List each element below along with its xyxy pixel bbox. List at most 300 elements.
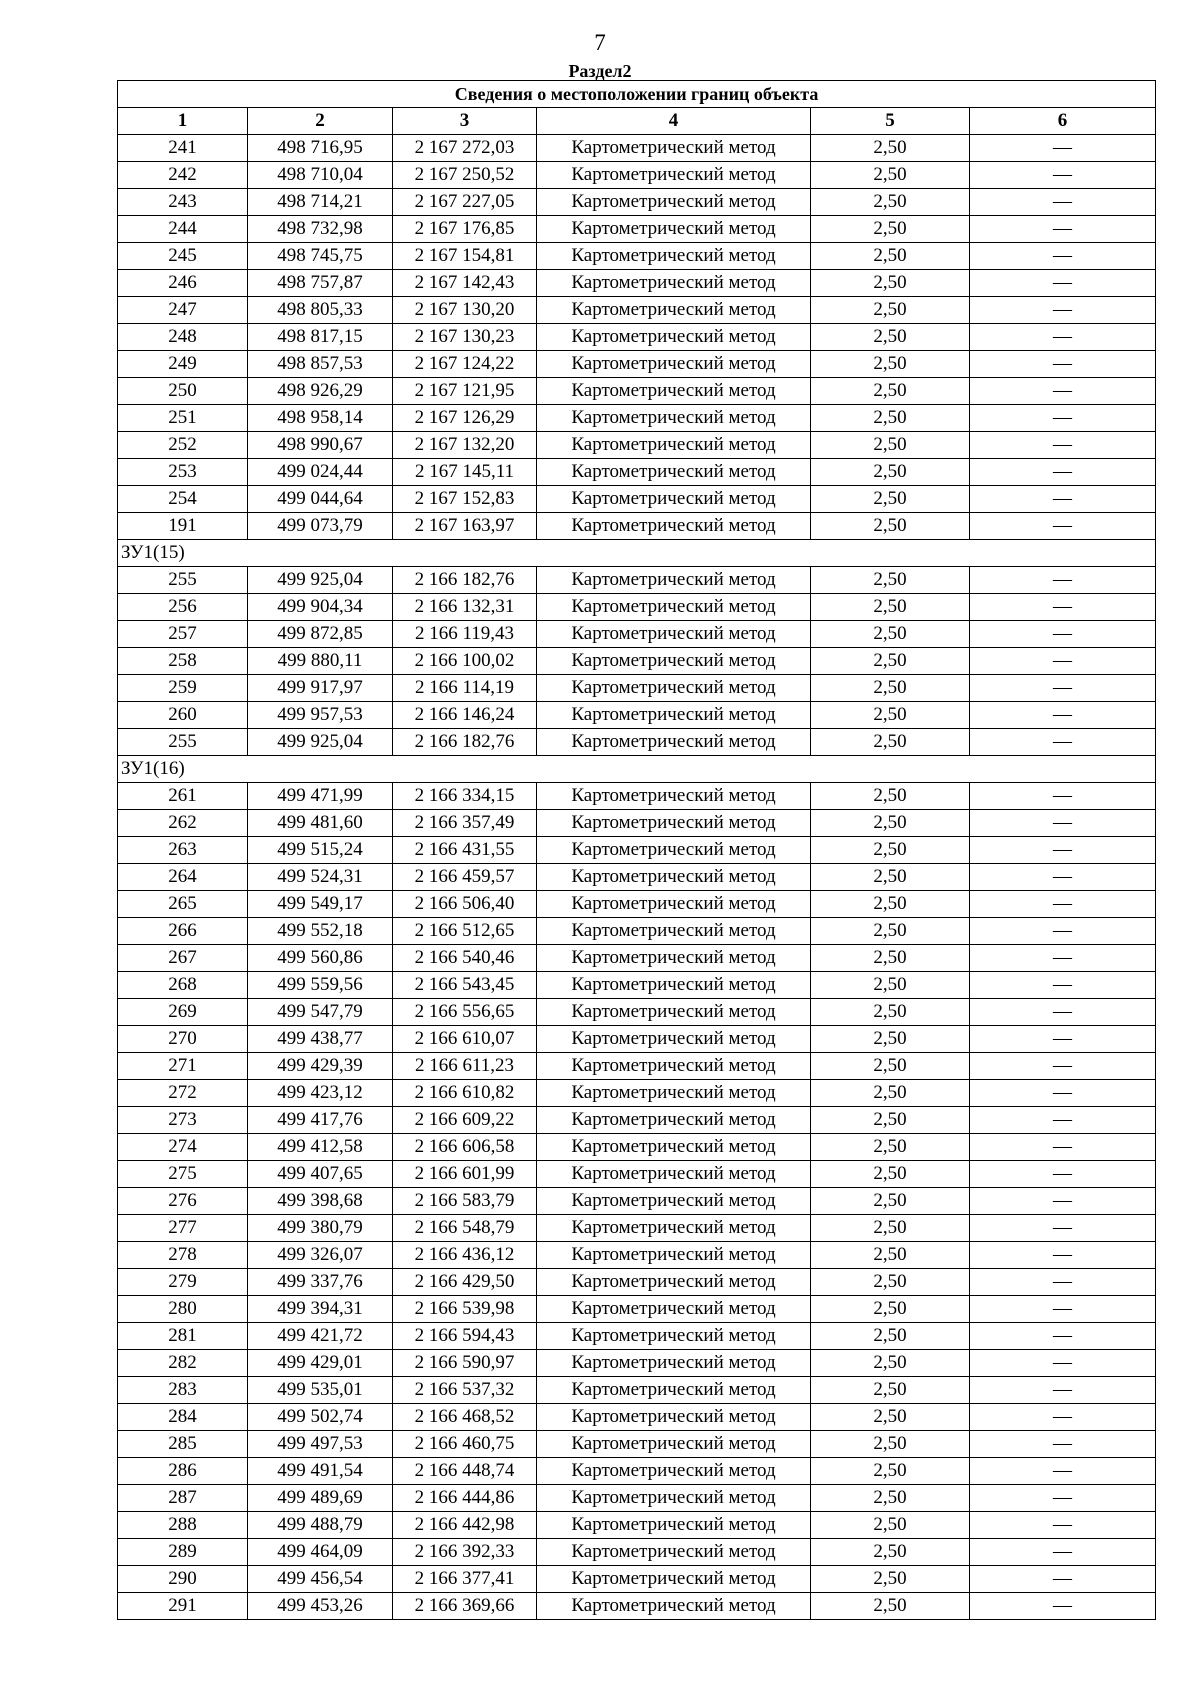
x-coordinate-cell: 499 024,44 bbox=[248, 459, 393, 486]
point-number-cell: 249 bbox=[118, 351, 248, 378]
method-cell: Картометрический метод bbox=[537, 1053, 811, 1080]
y-coordinate-cell: 2 166 539,98 bbox=[393, 1296, 537, 1323]
x-coordinate-cell: 498 745,75 bbox=[248, 243, 393, 270]
x-coordinate-cell: 499 904,34 bbox=[248, 594, 393, 621]
point-number-cell: 291 bbox=[118, 1593, 248, 1620]
point-number-cell: 267 bbox=[118, 945, 248, 972]
column-header: 3 bbox=[393, 108, 537, 135]
method-cell: Картометрический метод bbox=[537, 702, 811, 729]
table-row bbox=[118, 837, 1156, 864]
table-row bbox=[118, 1161, 1156, 1188]
method-cell: Картометрический метод bbox=[537, 351, 811, 378]
y-coordinate-cell: 2 166 610,07 bbox=[393, 1026, 537, 1053]
table-row bbox=[118, 1539, 1156, 1566]
accuracy-cell: 2,50 bbox=[811, 837, 970, 864]
x-coordinate-cell: 499 456,54 bbox=[248, 1566, 393, 1593]
x-coordinate-cell: 499 429,39 bbox=[248, 1053, 393, 1080]
x-coordinate-cell: 499 917,97 bbox=[248, 675, 393, 702]
method-cell: Картометрический метод bbox=[537, 621, 811, 648]
x-coordinate-cell: 498 958,14 bbox=[248, 405, 393, 432]
x-coordinate-cell: 499 423,12 bbox=[248, 1080, 393, 1107]
table-row bbox=[118, 243, 1156, 270]
table-row bbox=[118, 1431, 1156, 1458]
method-cell: Картометрический метод bbox=[537, 1242, 811, 1269]
point-number-cell: 280 bbox=[118, 1296, 248, 1323]
y-coordinate-cell: 2 166 182,76 bbox=[393, 729, 537, 756]
description-cell: — bbox=[970, 216, 1156, 243]
table-row bbox=[118, 1593, 1156, 1620]
method-cell: Картометрический метод bbox=[537, 189, 811, 216]
x-coordinate-cell: 499 547,79 bbox=[248, 999, 393, 1026]
point-number-cell: 266 bbox=[118, 918, 248, 945]
accuracy-cell: 2,50 bbox=[811, 297, 970, 324]
description-cell: — bbox=[970, 1026, 1156, 1053]
accuracy-cell: 2,50 bbox=[811, 972, 970, 999]
point-number-cell: 279 bbox=[118, 1269, 248, 1296]
point-number-cell: 277 bbox=[118, 1215, 248, 1242]
x-coordinate-cell: 499 549,17 bbox=[248, 891, 393, 918]
accuracy-cell: 2,50 bbox=[811, 675, 970, 702]
point-number-cell: 278 bbox=[118, 1242, 248, 1269]
table-row bbox=[118, 405, 1156, 432]
accuracy-cell: 2,50 bbox=[811, 1296, 970, 1323]
description-cell: — bbox=[970, 594, 1156, 621]
method-cell: Картометрический метод bbox=[537, 1026, 811, 1053]
y-coordinate-cell: 2 167 152,83 bbox=[393, 486, 537, 513]
x-coordinate-cell: 499 412,58 bbox=[248, 1134, 393, 1161]
point-number-cell: 269 bbox=[118, 999, 248, 1026]
point-number-cell: 252 bbox=[118, 432, 248, 459]
x-coordinate-cell: 499 380,79 bbox=[248, 1215, 393, 1242]
description-cell: — bbox=[970, 1161, 1156, 1188]
point-number-cell: 241 bbox=[118, 135, 248, 162]
y-coordinate-cell: 2 167 154,81 bbox=[393, 243, 537, 270]
point-number-cell: 272 bbox=[118, 1080, 248, 1107]
y-coordinate-cell: 2 166 132,31 bbox=[393, 594, 537, 621]
accuracy-cell: 2,50 bbox=[811, 729, 970, 756]
table-row bbox=[118, 729, 1156, 756]
accuracy-cell: 2,50 bbox=[811, 1080, 970, 1107]
column-header: 5 bbox=[811, 108, 970, 135]
table-row bbox=[118, 432, 1156, 459]
method-cell: Картометрический метод bbox=[537, 216, 811, 243]
description-cell: — bbox=[970, 270, 1156, 297]
method-cell: Картометрический метод bbox=[537, 891, 811, 918]
y-coordinate-cell: 2 166 182,76 bbox=[393, 567, 537, 594]
description-cell: — bbox=[970, 1485, 1156, 1512]
description-cell: — bbox=[970, 324, 1156, 351]
point-number-cell: 255 bbox=[118, 729, 248, 756]
table-row bbox=[118, 702, 1156, 729]
x-coordinate-cell: 498 714,21 bbox=[248, 189, 393, 216]
y-coordinate-cell: 2 167 227,05 bbox=[393, 189, 537, 216]
y-coordinate-cell: 2 166 460,75 bbox=[393, 1431, 537, 1458]
y-coordinate-cell: 2 167 130,23 bbox=[393, 324, 537, 351]
y-coordinate-cell: 2 166 606,58 bbox=[393, 1134, 537, 1161]
y-coordinate-cell: 2 167 124,22 bbox=[393, 351, 537, 378]
accuracy-cell: 2,50 bbox=[811, 1431, 970, 1458]
description-cell: — bbox=[970, 648, 1156, 675]
method-cell: Картометрический метод bbox=[537, 1539, 811, 1566]
accuracy-cell: 2,50 bbox=[811, 459, 970, 486]
table-row bbox=[118, 891, 1156, 918]
description-cell: — bbox=[970, 621, 1156, 648]
x-coordinate-cell: 499 464,09 bbox=[248, 1539, 393, 1566]
description-cell: — bbox=[970, 513, 1156, 540]
table-row bbox=[118, 1188, 1156, 1215]
accuracy-cell: 2,50 bbox=[811, 891, 970, 918]
table-body bbox=[118, 135, 1156, 1620]
table-row bbox=[118, 1404, 1156, 1431]
method-cell: Картометрический метод bbox=[537, 324, 811, 351]
description-cell: — bbox=[970, 1107, 1156, 1134]
x-coordinate-cell: 499 481,60 bbox=[248, 810, 393, 837]
x-coordinate-cell: 499 515,24 bbox=[248, 837, 393, 864]
accuracy-cell: 2,50 bbox=[811, 432, 970, 459]
table-row bbox=[118, 1107, 1156, 1134]
x-coordinate-cell: 499 925,04 bbox=[248, 729, 393, 756]
point-number-cell: 274 bbox=[118, 1134, 248, 1161]
description-cell: — bbox=[970, 891, 1156, 918]
y-coordinate-cell: 2 167 145,11 bbox=[393, 459, 537, 486]
method-cell: Картометрический метод bbox=[537, 486, 811, 513]
method-cell: Картометрический метод bbox=[537, 1161, 811, 1188]
method-cell: Картометрический метод bbox=[537, 1080, 811, 1107]
method-cell: Картометрический метод bbox=[537, 1566, 811, 1593]
y-coordinate-cell: 2 167 272,03 bbox=[393, 135, 537, 162]
method-cell: Картометрический метод bbox=[537, 594, 811, 621]
description-cell: — bbox=[970, 810, 1156, 837]
description-cell: — bbox=[970, 1431, 1156, 1458]
point-number-cell: 273 bbox=[118, 1107, 248, 1134]
method-cell: Картометрический метод bbox=[537, 459, 811, 486]
page-number: 7 bbox=[594, 30, 606, 55]
point-number-cell: 271 bbox=[118, 1053, 248, 1080]
description-cell: — bbox=[970, 1404, 1156, 1431]
y-coordinate-cell: 2 167 142,43 bbox=[393, 270, 537, 297]
point-number-cell: 244 bbox=[118, 216, 248, 243]
method-cell: Картометрический метод bbox=[537, 1593, 811, 1620]
table-row bbox=[118, 1296, 1156, 1323]
x-coordinate-cell: 498 857,53 bbox=[248, 351, 393, 378]
accuracy-cell: 2,50 bbox=[811, 1404, 970, 1431]
table-row bbox=[118, 1080, 1156, 1107]
accuracy-cell: 2,50 bbox=[811, 243, 970, 270]
accuracy-cell: 2,50 bbox=[811, 702, 970, 729]
description-cell: — bbox=[970, 432, 1156, 459]
table-row bbox=[118, 1350, 1156, 1377]
y-coordinate-cell: 2 166 357,49 bbox=[393, 810, 537, 837]
table-row bbox=[118, 189, 1156, 216]
y-coordinate-cell: 2 166 334,15 bbox=[393, 783, 537, 810]
y-coordinate-cell: 2 166 444,86 bbox=[393, 1485, 537, 1512]
accuracy-cell: 2,50 bbox=[811, 1539, 970, 1566]
method-cell: Картометрический метод bbox=[537, 729, 811, 756]
table-row bbox=[118, 648, 1156, 675]
accuracy-cell: 2,50 bbox=[811, 351, 970, 378]
accuracy-cell: 2,50 bbox=[811, 1512, 970, 1539]
description-cell: — bbox=[970, 783, 1156, 810]
table-row bbox=[118, 567, 1156, 594]
accuracy-cell: 2,50 bbox=[811, 1107, 970, 1134]
y-coordinate-cell: 2 166 601,99 bbox=[393, 1161, 537, 1188]
description-cell: — bbox=[970, 378, 1156, 405]
x-coordinate-cell: 499 326,07 bbox=[248, 1242, 393, 1269]
x-coordinate-cell: 499 957,53 bbox=[248, 702, 393, 729]
y-coordinate-cell: 2 166 100,02 bbox=[393, 648, 537, 675]
method-cell: Картометрический метод bbox=[537, 378, 811, 405]
description-cell: — bbox=[970, 1566, 1156, 1593]
method-cell: Картометрический метод bbox=[537, 999, 811, 1026]
point-number-cell: 250 bbox=[118, 378, 248, 405]
y-coordinate-cell: 2 166 436,12 bbox=[393, 1242, 537, 1269]
y-coordinate-cell: 2 166 442,98 bbox=[393, 1512, 537, 1539]
description-cell: — bbox=[970, 189, 1156, 216]
accuracy-cell: 2,50 bbox=[811, 945, 970, 972]
group-row bbox=[118, 756, 1156, 783]
table-row bbox=[118, 945, 1156, 972]
x-coordinate-cell: 498 757,87 bbox=[248, 270, 393, 297]
point-number-cell: 256 bbox=[118, 594, 248, 621]
accuracy-cell: 2,50 bbox=[811, 621, 970, 648]
accuracy-cell: 2,50 bbox=[811, 513, 970, 540]
column-header-row bbox=[118, 108, 1156, 135]
description-cell: — bbox=[970, 1269, 1156, 1296]
y-coordinate-cell: 2 166 590,97 bbox=[393, 1350, 537, 1377]
point-number-cell: 264 bbox=[118, 864, 248, 891]
method-cell: Картометрический метод bbox=[537, 810, 811, 837]
method-cell: Картометрический метод bbox=[537, 1269, 811, 1296]
x-coordinate-cell: 499 491,54 bbox=[248, 1458, 393, 1485]
method-cell: Картометрический метод bbox=[537, 270, 811, 297]
method-cell: Картометрический метод bbox=[537, 1107, 811, 1134]
point-number-cell: 251 bbox=[118, 405, 248, 432]
table-row bbox=[118, 270, 1156, 297]
description-cell: — bbox=[970, 1296, 1156, 1323]
description-cell: — bbox=[970, 486, 1156, 513]
description-cell: — bbox=[970, 1134, 1156, 1161]
x-coordinate-cell: 499 429,01 bbox=[248, 1350, 393, 1377]
y-coordinate-cell: 2 166 369,66 bbox=[393, 1593, 537, 1620]
x-coordinate-cell: 499 488,79 bbox=[248, 1512, 393, 1539]
accuracy-cell: 2,50 bbox=[811, 1134, 970, 1161]
table-row bbox=[118, 135, 1156, 162]
method-cell: Картометрический метод bbox=[537, 864, 811, 891]
accuracy-cell: 2,50 bbox=[811, 216, 970, 243]
y-coordinate-cell: 2 166 610,82 bbox=[393, 1080, 537, 1107]
table-row bbox=[118, 1377, 1156, 1404]
point-number-cell: 286 bbox=[118, 1458, 248, 1485]
table-row bbox=[118, 864, 1156, 891]
method-cell: Картометрический метод bbox=[537, 432, 811, 459]
description-cell: — bbox=[970, 729, 1156, 756]
method-cell: Картометрический метод bbox=[537, 945, 811, 972]
point-number-cell: 246 bbox=[118, 270, 248, 297]
accuracy-cell: 2,50 bbox=[811, 1566, 970, 1593]
table-row bbox=[118, 1458, 1156, 1485]
method-cell: Картометрический метод bbox=[537, 405, 811, 432]
point-number-cell: 282 bbox=[118, 1350, 248, 1377]
point-number-cell: 289 bbox=[118, 1539, 248, 1566]
table-row bbox=[118, 351, 1156, 378]
accuracy-cell: 2,50 bbox=[811, 270, 970, 297]
table-row bbox=[118, 1566, 1156, 1593]
description-cell: — bbox=[970, 1350, 1156, 1377]
point-number-cell: 261 bbox=[118, 783, 248, 810]
section-title: Раздел2 bbox=[568, 61, 632, 81]
y-coordinate-cell: 2 166 431,55 bbox=[393, 837, 537, 864]
table-row bbox=[118, 972, 1156, 999]
table-row bbox=[118, 675, 1156, 702]
x-coordinate-cell: 499 502,74 bbox=[248, 1404, 393, 1431]
x-coordinate-cell: 499 417,76 bbox=[248, 1107, 393, 1134]
method-cell: Картометрический метод bbox=[537, 1485, 811, 1512]
y-coordinate-cell: 2 166 448,74 bbox=[393, 1458, 537, 1485]
y-coordinate-cell: 2 166 556,65 bbox=[393, 999, 537, 1026]
y-coordinate-cell: 2 167 176,85 bbox=[393, 216, 537, 243]
table-row bbox=[118, 999, 1156, 1026]
accuracy-cell: 2,50 bbox=[811, 1323, 970, 1350]
accuracy-cell: 2,50 bbox=[811, 378, 970, 405]
y-coordinate-cell: 2 167 126,29 bbox=[393, 405, 537, 432]
description-cell: — bbox=[970, 405, 1156, 432]
point-number-cell: 270 bbox=[118, 1026, 248, 1053]
accuracy-cell: 2,50 bbox=[811, 1188, 970, 1215]
group-label: ЗУ1(16) bbox=[118, 756, 1156, 783]
description-cell: — bbox=[970, 1188, 1156, 1215]
boundary-coordinates-table bbox=[117, 80, 1156, 1620]
x-coordinate-cell: 499 880,11 bbox=[248, 648, 393, 675]
y-coordinate-cell: 2 166 611,23 bbox=[393, 1053, 537, 1080]
point-number-cell: 255 bbox=[118, 567, 248, 594]
accuracy-cell: 2,50 bbox=[811, 135, 970, 162]
description-cell: — bbox=[970, 1593, 1156, 1620]
description-cell: — bbox=[970, 972, 1156, 999]
x-coordinate-cell: 499 453,26 bbox=[248, 1593, 393, 1620]
y-coordinate-cell: 2 166 540,46 bbox=[393, 945, 537, 972]
method-cell: Картометрический метод bbox=[537, 1296, 811, 1323]
accuracy-cell: 2,50 bbox=[811, 594, 970, 621]
accuracy-cell: 2,50 bbox=[811, 1377, 970, 1404]
description-cell: — bbox=[970, 1080, 1156, 1107]
y-coordinate-cell: 2 166 594,43 bbox=[393, 1323, 537, 1350]
description-cell: — bbox=[970, 1323, 1156, 1350]
accuracy-cell: 2,50 bbox=[811, 1026, 970, 1053]
description-cell: — bbox=[970, 837, 1156, 864]
accuracy-cell: 2,50 bbox=[811, 486, 970, 513]
x-coordinate-cell: 499 421,72 bbox=[248, 1323, 393, 1350]
description-cell: — bbox=[970, 243, 1156, 270]
point-number-cell: 284 bbox=[118, 1404, 248, 1431]
description-cell: — bbox=[970, 1053, 1156, 1080]
method-cell: Картометрический метод bbox=[537, 837, 811, 864]
table-row bbox=[118, 162, 1156, 189]
accuracy-cell: 2,50 bbox=[811, 1593, 970, 1620]
table-row bbox=[118, 1269, 1156, 1296]
description-cell: — bbox=[970, 297, 1156, 324]
description-cell: — bbox=[970, 702, 1156, 729]
x-coordinate-cell: 499 394,31 bbox=[248, 1296, 393, 1323]
y-coordinate-cell: 2 166 146,24 bbox=[393, 702, 537, 729]
point-number-cell: 283 bbox=[118, 1377, 248, 1404]
method-cell: Картометрический метод bbox=[537, 1188, 811, 1215]
method-cell: Картометрический метод bbox=[537, 1215, 811, 1242]
description-cell: — bbox=[970, 1377, 1156, 1404]
method-cell: Картометрический метод bbox=[537, 675, 811, 702]
accuracy-cell: 2,50 bbox=[811, 648, 970, 675]
description-cell: — bbox=[970, 918, 1156, 945]
method-cell: Картометрический метод bbox=[537, 1404, 811, 1431]
description-cell: — bbox=[970, 351, 1156, 378]
x-coordinate-cell: 499 497,53 bbox=[248, 1431, 393, 1458]
accuracy-cell: 2,50 bbox=[811, 999, 970, 1026]
method-cell: Картометрический метод bbox=[537, 567, 811, 594]
table-row bbox=[118, 216, 1156, 243]
table-row bbox=[118, 1512, 1156, 1539]
accuracy-cell: 2,50 bbox=[811, 324, 970, 351]
table-row bbox=[118, 1053, 1156, 1080]
table-row bbox=[118, 810, 1156, 837]
column-header: 2 bbox=[248, 108, 393, 135]
y-coordinate-cell: 2 166 377,41 bbox=[393, 1566, 537, 1593]
description-cell: — bbox=[970, 1242, 1156, 1269]
description-cell: — bbox=[970, 1215, 1156, 1242]
x-coordinate-cell: 499 073,79 bbox=[248, 513, 393, 540]
point-number-cell: 288 bbox=[118, 1512, 248, 1539]
description-cell: — bbox=[970, 135, 1156, 162]
accuracy-cell: 2,50 bbox=[811, 1161, 970, 1188]
point-number-cell: 262 bbox=[118, 810, 248, 837]
table-row bbox=[118, 513, 1156, 540]
y-coordinate-cell: 2 166 609,22 bbox=[393, 1107, 537, 1134]
description-cell: — bbox=[970, 459, 1156, 486]
accuracy-cell: 2,50 bbox=[811, 189, 970, 216]
description-cell: — bbox=[970, 675, 1156, 702]
accuracy-cell: 2,50 bbox=[811, 810, 970, 837]
point-number-cell: 287 bbox=[118, 1485, 248, 1512]
table-row bbox=[118, 918, 1156, 945]
accuracy-cell: 2,50 bbox=[811, 1458, 970, 1485]
accuracy-cell: 2,50 bbox=[811, 864, 970, 891]
y-coordinate-cell: 2 166 459,57 bbox=[393, 864, 537, 891]
x-coordinate-cell: 499 407,65 bbox=[248, 1161, 393, 1188]
description-cell: — bbox=[970, 1512, 1156, 1539]
y-coordinate-cell: 2 167 163,97 bbox=[393, 513, 537, 540]
x-coordinate-cell: 499 559,56 bbox=[248, 972, 393, 999]
x-coordinate-cell: 499 552,18 bbox=[248, 918, 393, 945]
x-coordinate-cell: 499 471,99 bbox=[248, 783, 393, 810]
description-cell: — bbox=[970, 1458, 1156, 1485]
y-coordinate-cell: 2 166 119,43 bbox=[393, 621, 537, 648]
point-number-cell: 275 bbox=[118, 1161, 248, 1188]
y-coordinate-cell: 2 167 132,20 bbox=[393, 432, 537, 459]
group-row bbox=[118, 540, 1156, 567]
table-row bbox=[118, 1134, 1156, 1161]
accuracy-cell: 2,50 bbox=[811, 783, 970, 810]
description-cell: — bbox=[970, 1539, 1156, 1566]
x-coordinate-cell: 499 872,85 bbox=[248, 621, 393, 648]
table-title-row bbox=[118, 81, 1156, 108]
method-cell: Картометрический метод bbox=[537, 1377, 811, 1404]
point-number-cell: 258 bbox=[118, 648, 248, 675]
description-cell: — bbox=[970, 999, 1156, 1026]
method-cell: Картометрический метод bbox=[537, 1323, 811, 1350]
y-coordinate-cell: 2 167 121,95 bbox=[393, 378, 537, 405]
table-row bbox=[118, 1215, 1156, 1242]
point-number-cell: 268 bbox=[118, 972, 248, 999]
y-coordinate-cell: 2 166 548,79 bbox=[393, 1215, 537, 1242]
y-coordinate-cell: 2 166 468,52 bbox=[393, 1404, 537, 1431]
